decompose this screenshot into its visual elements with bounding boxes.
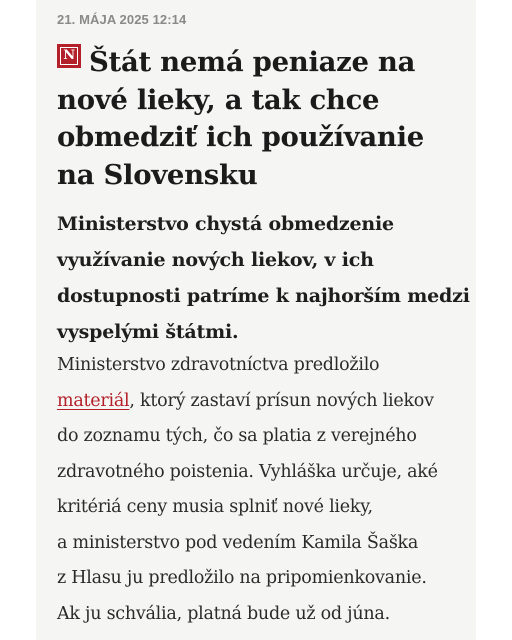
headline-line: obmedziť ich používanie [57,121,424,153]
body-line: Ak ju schvália, platná bude už od júna. [57,603,390,624]
body-line: z Hlasu ju predložilo na pripomienkovanie. [57,568,427,588]
headline-line: na Slovensku [57,158,258,191]
body-line: kritériá ceny musia splniť nové lieky, [57,497,373,517]
body-line: Ministerstvo zdravotníctva predložilo [57,355,380,375]
article-headline [57,44,467,194]
body-line: do zoznamu tých, čo sa platia z verejného [57,426,417,446]
body-text-after-link: , ktorý zastaví prísun nových liekov [129,390,434,411]
article-body [57,348,472,632]
brand-n-logo-icon [57,44,81,68]
lead-line: vyspelými štátmi. [57,321,239,343]
headline-line [57,44,467,82]
body-line: zdravotného poistenia. Vyhláška určuje, aké [57,461,438,482]
headline-line: nové lieky, a tak chce [57,83,380,116]
body-line: a ministerstvo pod vedením Kamila Šaška [57,532,419,553]
lead-line: dostupnosti patríme k najhorším medzi [57,285,470,307]
logo-letter: N [63,48,75,63]
article-dateline: 21. MÁJA 2025 12:14 [57,12,187,27]
lead-line: Ministerstvo chystá obmedzenie [57,213,394,235]
material-link[interactable]: materiál [57,390,130,411]
body-line [57,384,472,420]
article-lead [57,206,470,350]
lead-line: využívanie nových liekov, v ich [57,249,374,271]
headline-text-1: Štát nemá peniaze na [89,46,416,78]
